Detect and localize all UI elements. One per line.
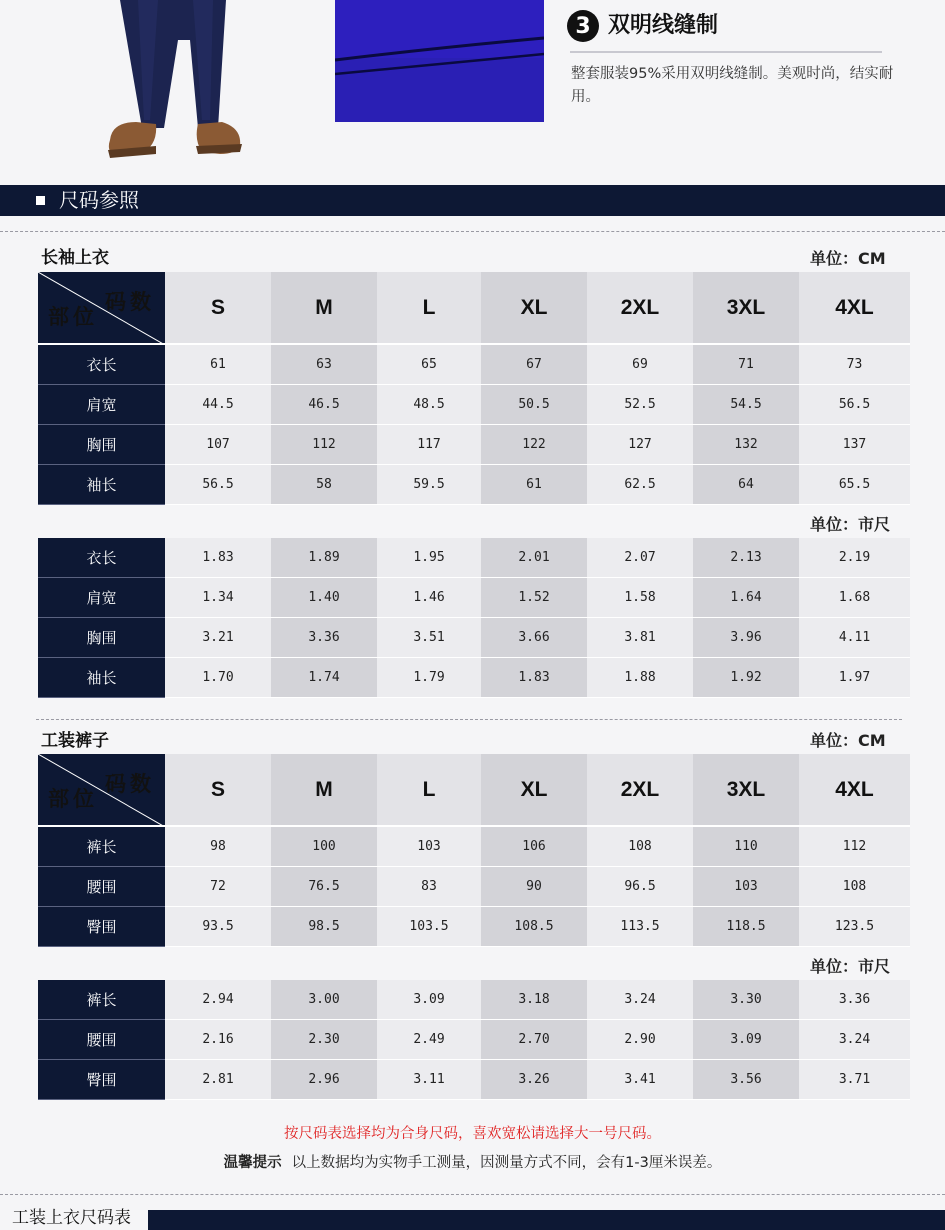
table-row [38, 907, 910, 947]
table-cell: 107 [165, 425, 271, 465]
table-cell: 2.94 [165, 980, 271, 1020]
size-header-cell: M [271, 272, 377, 345]
table-row [38, 1020, 910, 1060]
table-row [38, 867, 910, 907]
table-cell: 1.97 [799, 658, 910, 698]
table-cell: 108 [587, 827, 693, 867]
table-cell: 108.5 [481, 907, 587, 947]
table-cell: 1.58 [587, 578, 693, 618]
table-cell: 2.07 [587, 538, 693, 578]
table-cell: 3.96 [693, 618, 799, 658]
table-cell: 137 [799, 425, 910, 465]
shirt-unit-cm: 单位：CM [810, 249, 886, 268]
size-advice-note: 按尺码表选择均为合身尺码，喜欢宽松请选择大一号尺码。 [284, 1126, 661, 1142]
table-cell: 3.09 [693, 1020, 799, 1060]
size-header-cell: XL [481, 754, 587, 827]
shirt-unit-shichi: 单位：市尺 [810, 515, 891, 534]
shirt-size-chart-heading: 工装上衣尺码表 [12, 1208, 131, 1228]
table-corner-header [38, 272, 165, 345]
table-row [38, 827, 910, 867]
table-cell: 112 [271, 425, 377, 465]
row-label: 臀围 [38, 907, 165, 947]
table-cell: 108 [799, 867, 910, 907]
table-cell: 4.11 [799, 618, 910, 658]
section-bullet-icon [36, 196, 45, 205]
pants-unit-shichi: 单位：市尺 [810, 957, 891, 976]
table-cell: 2.81 [165, 1060, 271, 1100]
table-cell: 90 [481, 867, 587, 907]
table-cell: 3.00 [271, 980, 377, 1020]
row-label: 胸围 [38, 425, 165, 465]
table-cell: 118.5 [693, 907, 799, 947]
table-cell: 3.24 [799, 1020, 910, 1060]
table-cell: 3.41 [587, 1060, 693, 1100]
pants-table-title: 工装裤子 [41, 731, 109, 751]
feature-divider [570, 51, 882, 53]
table-cell: 122 [481, 425, 587, 465]
size-header-cell: S [165, 754, 271, 827]
pants-unit-cm: 单位：CM [810, 731, 886, 750]
table-cell: 98.5 [271, 907, 377, 947]
table-cell: 50.5 [481, 385, 587, 425]
corner-label-size: 码数 [105, 773, 155, 796]
table-cell: 1.92 [693, 658, 799, 698]
row-label: 衣长 [38, 345, 165, 385]
table-cell: 132 [693, 425, 799, 465]
table-cell: 3.21 [165, 618, 271, 658]
table-cell: 3.56 [693, 1060, 799, 1100]
table-cell: 72 [165, 867, 271, 907]
size-header-cell: 4XL [799, 754, 910, 827]
table-cell: 1.95 [377, 538, 481, 578]
table-row [38, 345, 910, 385]
table-cell: 3.26 [481, 1060, 587, 1100]
size-header-cell: XL [481, 272, 587, 345]
table-cell: 65.5 [799, 465, 910, 505]
pants-size-table-cm [38, 754, 910, 947]
size-header-cell: L [377, 272, 481, 345]
table-cell: 98 [165, 827, 271, 867]
tip-text: 以上数据均为实物手工测量，因测量方式不同，会有1-3厘米误差。 [291, 1155, 722, 1171]
table-cell: 48.5 [377, 385, 481, 425]
table-cell: 123.5 [799, 907, 910, 947]
feature-number-badge: 3 [567, 10, 599, 42]
table-cell: 106 [481, 827, 587, 867]
shirt-size-table-cm [38, 272, 910, 505]
table-cell: 3.36 [271, 618, 377, 658]
table-cell: 3.18 [481, 980, 587, 1020]
dashed-divider [36, 719, 902, 720]
size-header-cell: 3XL [693, 272, 799, 345]
table-cell: 46.5 [271, 385, 377, 425]
table-row [38, 465, 910, 505]
table-cell: 1.34 [165, 578, 271, 618]
table-cell: 71 [693, 345, 799, 385]
table-cell: 54.5 [693, 385, 799, 425]
table-cell: 62.5 [587, 465, 693, 505]
table-cell: 127 [587, 425, 693, 465]
table-cell: 1.74 [271, 658, 377, 698]
table-cell: 3.81 [587, 618, 693, 658]
table-cell: 3.30 [693, 980, 799, 1020]
table-cell: 56.5 [165, 465, 271, 505]
row-label: 胸围 [38, 618, 165, 658]
table-cell: 1.70 [165, 658, 271, 698]
row-label: 袖长 [38, 465, 165, 505]
table-cell: 83 [377, 867, 481, 907]
section-title: 尺码参照 [59, 188, 139, 212]
row-label: 裤长 [38, 980, 165, 1020]
table-cell: 113.5 [587, 907, 693, 947]
table-cell: 2.19 [799, 538, 910, 578]
table-cell: 3.66 [481, 618, 587, 658]
row-label: 臀围 [38, 1060, 165, 1100]
size-header-cell: S [165, 272, 271, 345]
pants-model-image [98, 0, 248, 162]
table-cell: 61 [165, 345, 271, 385]
table-cell: 2.13 [693, 538, 799, 578]
table-cell: 2.90 [587, 1020, 693, 1060]
size-reference-header [0, 185, 945, 216]
row-label: 肩宽 [38, 578, 165, 618]
table-row [38, 425, 910, 465]
table-cell: 100 [271, 827, 377, 867]
feature-description: 整套服装95%采用双明线缝制。美观时尚，结实耐用。 [571, 66, 894, 105]
table-cell: 67 [481, 345, 587, 385]
table-cell: 73 [799, 345, 910, 385]
dashed-divider [0, 231, 945, 232]
row-label: 肩宽 [38, 385, 165, 425]
measurement-tip [0, 1151, 945, 1172]
table-cell: 93.5 [165, 907, 271, 947]
table-cell: 103 [693, 867, 799, 907]
table-row [38, 1060, 910, 1100]
table-row [38, 618, 910, 658]
table-row [38, 538, 910, 578]
table-cell: 3.51 [377, 618, 481, 658]
shirt-size-table-shichi [38, 538, 910, 698]
table-cell: 52.5 [587, 385, 693, 425]
table-cell: 1.79 [377, 658, 481, 698]
table-cell: 1.83 [165, 538, 271, 578]
size-header-cell: L [377, 754, 481, 827]
table-row [38, 980, 910, 1020]
table-cell: 103 [377, 827, 481, 867]
table-row [38, 385, 910, 425]
fabric-stitching-closeup [335, 0, 544, 122]
row-label: 腰围 [38, 1020, 165, 1060]
table-cell: 2.96 [271, 1060, 377, 1100]
table-cell: 61 [481, 465, 587, 505]
table-cell: 3.24 [587, 980, 693, 1020]
table-cell: 56.5 [799, 385, 910, 425]
table-cell: 2.30 [271, 1020, 377, 1060]
size-header-cell: 3XL [693, 754, 799, 827]
table-cell: 1.46 [377, 578, 481, 618]
table-cell: 3.36 [799, 980, 910, 1020]
size-header-cell: 2XL [587, 754, 693, 827]
table-row [38, 658, 910, 698]
size-header-cell: 4XL [799, 272, 910, 345]
table-cell: 3.09 [377, 980, 481, 1020]
table-cell: 65 [377, 345, 481, 385]
table-cell: 1.83 [481, 658, 587, 698]
table-cell: 1.40 [271, 578, 377, 618]
heading-bar [148, 1210, 945, 1230]
table-row [38, 578, 910, 618]
table-cell: 117 [377, 425, 481, 465]
size-header-cell: M [271, 754, 377, 827]
table-cell: 96.5 [587, 867, 693, 907]
table-cell: 76.5 [271, 867, 377, 907]
row-label: 裤长 [38, 827, 165, 867]
table-cell: 2.49 [377, 1020, 481, 1060]
table-cell: 1.68 [799, 578, 910, 618]
table-cell: 3.71 [799, 1060, 910, 1100]
row-label: 袖长 [38, 658, 165, 698]
corner-label-part: 部位 [48, 306, 98, 329]
dashed-divider [0, 1194, 945, 1195]
table-cell: 59.5 [377, 465, 481, 505]
table-cell: 44.5 [165, 385, 271, 425]
shirt-table-title: 长袖上衣 [41, 248, 109, 268]
table-cell: 58 [271, 465, 377, 505]
corner-label-part: 部位 [48, 788, 98, 811]
table-cell: 2.16 [165, 1020, 271, 1060]
table-cell: 1.89 [271, 538, 377, 578]
table-cell: 103.5 [377, 907, 481, 947]
table-corner-header [38, 754, 165, 827]
table-cell: 112 [799, 827, 910, 867]
table-cell: 2.01 [481, 538, 587, 578]
table-cell: 1.52 [481, 578, 587, 618]
tip-label: 温馨提示 [223, 1155, 282, 1171]
pants-size-table-shichi [38, 980, 910, 1100]
row-label: 衣长 [38, 538, 165, 578]
table-cell: 110 [693, 827, 799, 867]
table-cell: 1.64 [693, 578, 799, 618]
size-header-cell: 2XL [587, 272, 693, 345]
row-label: 腰围 [38, 867, 165, 907]
table-cell: 1.88 [587, 658, 693, 698]
feature-title: 双明线缝制 [608, 13, 719, 38]
table-cell: 2.70 [481, 1020, 587, 1060]
table-cell: 63 [271, 345, 377, 385]
table-cell: 69 [587, 345, 693, 385]
table-cell: 3.11 [377, 1060, 481, 1100]
table-cell: 64 [693, 465, 799, 505]
corner-label-size: 码数 [105, 291, 155, 314]
